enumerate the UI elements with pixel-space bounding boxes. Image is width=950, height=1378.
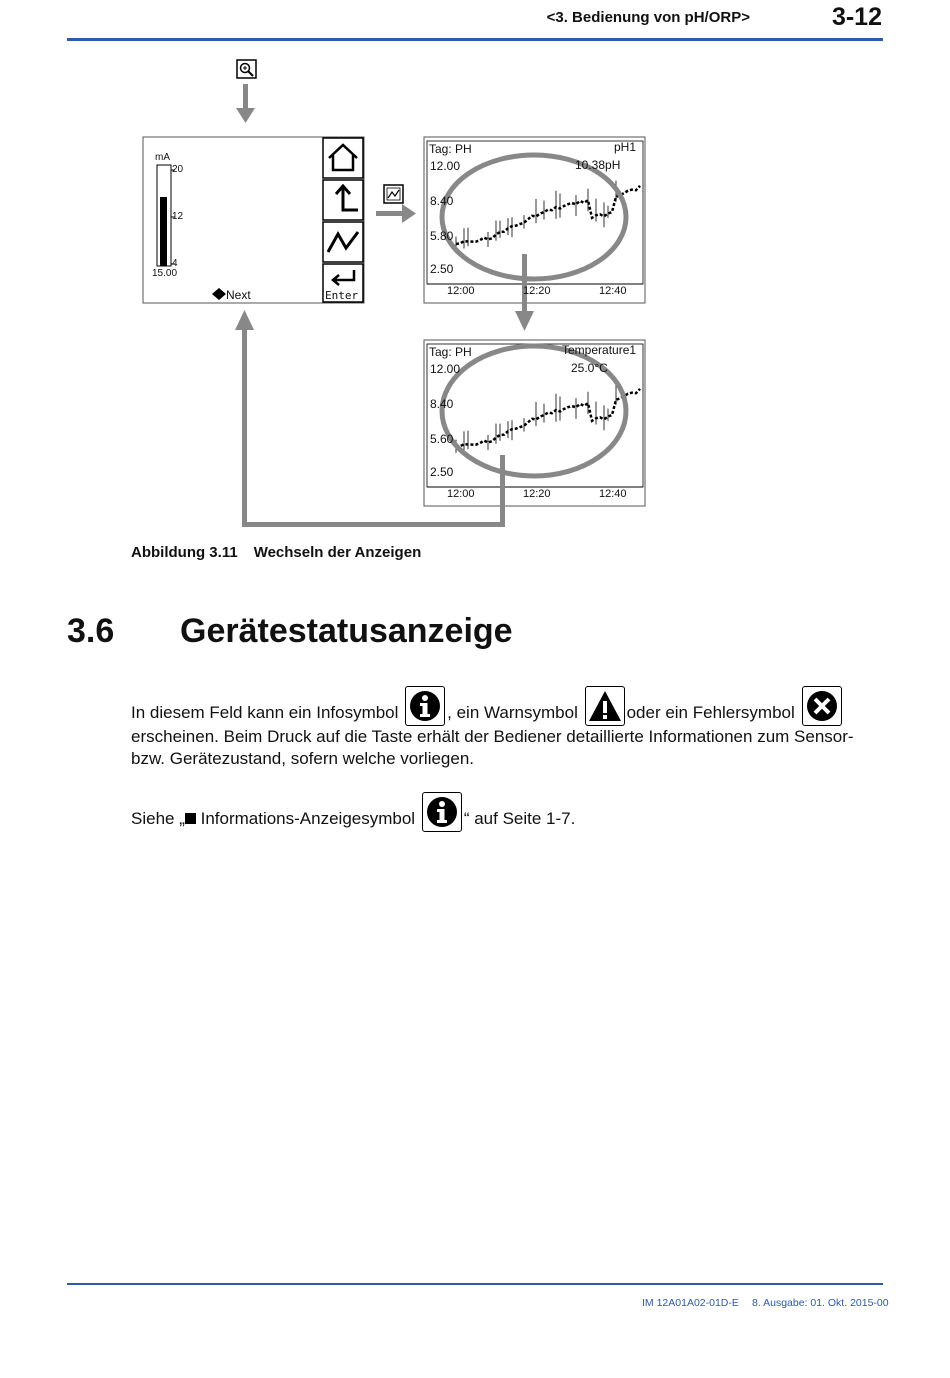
figure-caption — [131, 544, 421, 561]
next-button[interactable]: Next — [226, 288, 251, 302]
display-switching-figure — [0, 0, 950, 540]
reference-paragraph: Siehe „ Informations-Anzeigesymbol “ auf Seite 1-7. — [131, 792, 575, 832]
page-number: 3-12 — [831, 3, 882, 31]
trend1-reading: 10.38pH — [575, 158, 621, 172]
trend1-x-label: 12:40 — [599, 285, 627, 297]
trend2-y-label: 8.40 — [430, 397, 454, 411]
section-title: Gerätestatusanzeige — [180, 612, 513, 650]
square-bullet-icon — [185, 813, 196, 824]
trend2-channel: Temperature1 — [562, 343, 637, 357]
caption-number: Abbildung 3.11 — [131, 544, 238, 561]
trend1-y-label: 2.50 — [430, 262, 454, 276]
trend2-y-label: 2.50 — [430, 465, 454, 479]
trend1-y-label: 8.40 — [430, 194, 454, 208]
footer-rule — [67, 1283, 883, 1285]
trend-switch-icon — [384, 185, 403, 203]
trend1-channel: pH1 — [614, 140, 637, 154]
info-icon — [405, 686, 445, 726]
error-icon — [802, 686, 842, 726]
trend2-x-label: 12:00 — [447, 488, 475, 500]
running-header-chapter: <3. Bedienung von pH/ORP> — [546, 9, 750, 26]
document-id: IM 12A01A02-01D-E — [642, 1297, 739, 1309]
status-paragraph: In diesem Feld kann ein Infosymbol , ein Warnsymbol oder ein Fehlersymbol erscheinen. Beim Druck auf die Taste erhält der Bediener detaillierte Informationen zum Sensor- bzw. Gerätezustand, sofern welche vorliegen. — [131, 686, 891, 770]
trend1-tag: Tag: PH — [429, 142, 472, 156]
section-number: 3.6 — [67, 612, 115, 650]
caption-text: Wechseln der Anzeigen — [253, 544, 422, 561]
trend2-x-label: 12:40 — [599, 488, 627, 500]
bar-scale-top: 20 — [172, 164, 184, 175]
arrow-right-icon — [376, 204, 416, 223]
arrow-down-icon — [236, 84, 255, 123]
trend2-y-label: 12.00 — [430, 362, 461, 376]
trend1-x-label: 12:20 — [523, 285, 551, 297]
edition-date: 8. Ausgabe: 01. Okt. 2015-00 — [752, 1297, 889, 1309]
info-icon — [422, 792, 462, 832]
trend2-x-label: 12:20 — [523, 488, 551, 500]
trend2-tag: Tag: PH — [429, 345, 472, 359]
trend1-x-label: 12:00 — [447, 285, 475, 297]
zoom-icon — [237, 60, 256, 78]
bar-scale-bottom: 4 — [172, 258, 178, 269]
enter-button-label: Enter — [325, 289, 359, 302]
trend1-y-label: 5.80 — [430, 229, 454, 243]
trend2-reading: 25.0°C — [571, 361, 608, 375]
trend2-y-label: 5.60 — [430, 432, 454, 446]
bar-scale-mid: 12 — [172, 211, 184, 222]
bar-value: 15.00 — [152, 268, 178, 279]
warning-icon — [585, 686, 625, 726]
bar-unit: mA — [155, 152, 170, 163]
trend1-y-label: 12.00 — [430, 159, 461, 173]
